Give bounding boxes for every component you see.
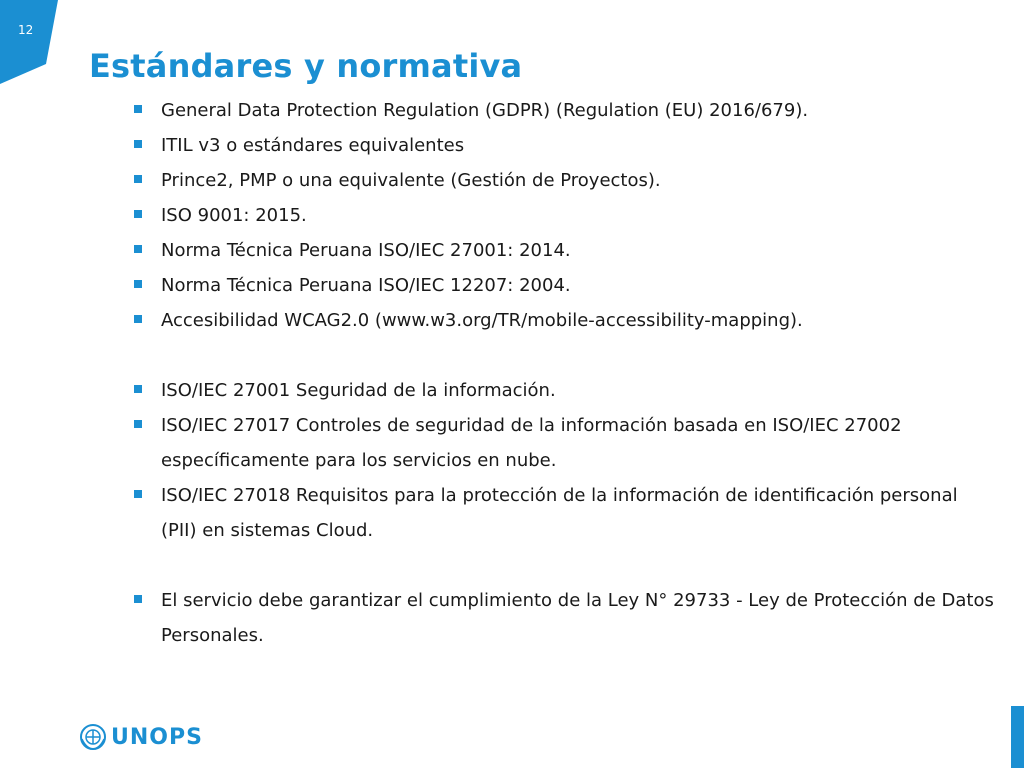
bullet-item bbox=[134, 233, 994, 268]
bullet-item bbox=[134, 198, 994, 233]
slide-title: Estándares y normativa bbox=[89, 47, 523, 85]
page-number: 12 bbox=[18, 23, 34, 37]
accent-bar bbox=[1011, 706, 1024, 768]
bullet-item bbox=[134, 373, 994, 408]
square-bullet-icon bbox=[134, 245, 142, 253]
bullet-text: ISO/IEC 27001 Seguridad de la información. bbox=[161, 380, 556, 401]
square-bullet-icon bbox=[134, 420, 142, 428]
page-number-flag bbox=[0, 0, 58, 84]
bullet-spacer bbox=[134, 338, 994, 373]
bullet-text: Norma Técnica Peruana ISO/IEC 27001: 2014. bbox=[161, 240, 571, 261]
bullet-item bbox=[134, 303, 994, 338]
bullet-text: ISO/IEC 27018 Requisitos para la protección de la información de identificación personal (PII) en sistemas Cloud. bbox=[161, 485, 958, 541]
square-bullet-icon bbox=[134, 105, 142, 113]
square-bullet-icon bbox=[134, 315, 142, 323]
un-emblem-icon bbox=[80, 724, 106, 750]
square-bullet-icon bbox=[134, 140, 142, 148]
square-bullet-icon bbox=[134, 175, 142, 183]
bullet-item bbox=[134, 268, 994, 303]
bullet-spacer bbox=[134, 548, 994, 583]
bullet-item bbox=[134, 128, 994, 163]
square-bullet-icon bbox=[134, 490, 142, 498]
square-bullet-icon bbox=[134, 280, 142, 288]
bullet-item bbox=[134, 163, 994, 198]
bullet-item bbox=[134, 478, 994, 548]
bullet-text: General Data Protection Regulation (GDPR) (Regulation (EU) 2016/679). bbox=[161, 100, 809, 121]
bullet-text: Norma Técnica Peruana ISO/IEC 12207: 2004. bbox=[161, 275, 571, 296]
bullet-text: Accesibilidad WCAG2.0 (www.w3.org/TR/mobile-accessibility-mapping). bbox=[161, 310, 803, 331]
square-bullet-icon bbox=[134, 385, 142, 393]
unops-logo bbox=[80, 722, 203, 752]
bullet-text: Prince2, PMP o una equivalente (Gestión de Proyectos). bbox=[161, 170, 661, 191]
square-bullet-icon bbox=[134, 210, 142, 218]
bullet-list bbox=[134, 93, 994, 653]
bullet-text: ISO 9001: 2015. bbox=[161, 205, 307, 226]
bullet-text: El servicio debe garantizar el cumplimiento de la Ley N° 29733 - Ley de Protección de Datos Personales. bbox=[161, 590, 994, 646]
bullet-item bbox=[134, 408, 994, 478]
bullet-item bbox=[134, 93, 994, 128]
bullet-item bbox=[134, 583, 994, 653]
bullet-text: ITIL v3 o estándares equivalentes bbox=[161, 135, 465, 156]
square-bullet-icon bbox=[134, 595, 142, 603]
bullet-text: ISO/IEC 27017 Controles de seguridad de la información basada en ISO/IEC 27002 específicamente para los servicios en nube. bbox=[161, 415, 902, 471]
logo-text: UNOPS bbox=[111, 724, 203, 750]
